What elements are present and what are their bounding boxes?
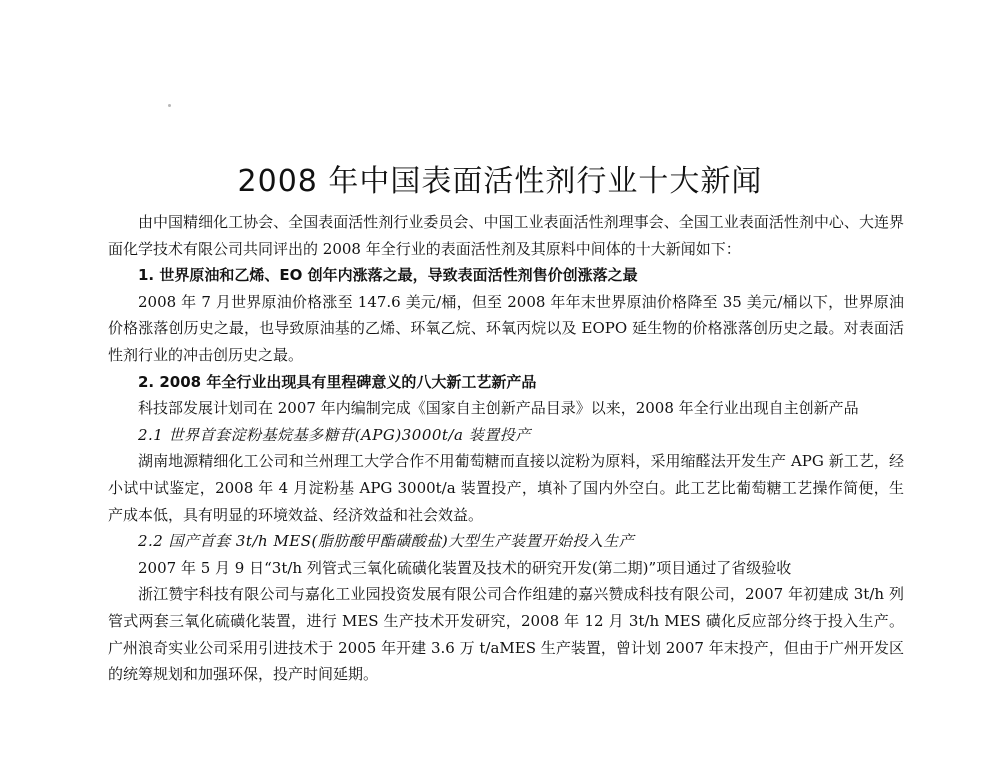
section-2-paragraph: 科技部发展计划司在 2007 年内编制完成《国家自主创新产品目录》以来，2008 年全行业出现自主创新产品 xyxy=(138,399,859,418)
scan-speck xyxy=(168,104,171,107)
subsection-2-1-paragraph: 湖南地源精细化工公司和兰州理工大学合作不用葡萄糖而直接以淀粉为原料，采用缩醛法开发生产 APG 新工艺，经小试中试鉴定，2008 年 4 月淀粉基 APG 3000t/a 装置投产，填补了国内外空白。此工艺比葡萄糖工艺操作简便，生产成本低，具有明显的环境效益、经济效益和社会效益。 xyxy=(108,452,904,524)
section-1-paragraph: 2008 年 7 月世界原油价格涨至 147.6 美元/桶，但至 2008 年年末世界原油价格降至 35 美元/桶以下，世界原油价格涨落创历史之最，也导致原油基的乙烯、环氧乙烷、环氧丙烷以及 EOPO 延生物的价格涨落创历史之最。对表面活性剂行业的冲击创历史之最。 xyxy=(108,292,904,364)
subsection-2-1-heading: 2.1 世界首套淀粉基烷基多糖苷(APG)3000t/a 装置投产 xyxy=(138,425,531,444)
article-body xyxy=(108,209,904,688)
subsection-2-2-heading: 2.2 国产首套 3t/h MES(脂肪酸甲酯磺酸盐)大型生产装置开始投入生产 xyxy=(138,532,635,551)
section-1-heading: 1. 世界原油和乙烯、EO 创年内涨落之最，导致表面活性剂售价创涨落之最 xyxy=(138,266,638,285)
section-2-heading: 2. 2008 年全行业出现具有里程碑意义的八大新工艺新产品 xyxy=(138,372,537,391)
subsection-2-2-paragraph-1: 2007 年 5 月 9 日“3t/h 列管式三氧化硫磺化装置及技术的研究开发(第二期)”项目通过了省级验收 xyxy=(138,558,792,577)
page-title: 2008 年中国表面活性剂行业十大新闻 xyxy=(237,164,763,200)
intro-paragraph: 由中国精细化工协会、全国表面活性剂行业委员会、中国工业表面活性剂理事会、全国工业表面活性剂中心、大连界面化学技术有限公司共同评出的 2008 年全行业的表面活性剂及其原料中间体的十大新闻如下： xyxy=(108,213,904,258)
subsection-2-2-paragraph-2: 浙江赞宇科技有限公司与嘉化工业园投资发展有限公司合作组建的嘉兴赞成科技有限公司，2007 年初建成 3t/h 列管式两套三氧化硫磺化装置，进行 MES 生产技术开发研究，2008 年 12 月 3t/h MES 磺化反应部分终于投入生产。广州浪奇实业公司采用引进技术于 2005 年开建 3.6 万 t/aMES 生产装置，曾计划 2007 年末投产，但由于广州开发区的统筹规划和加强环保，投产时间延期。 xyxy=(108,585,904,684)
